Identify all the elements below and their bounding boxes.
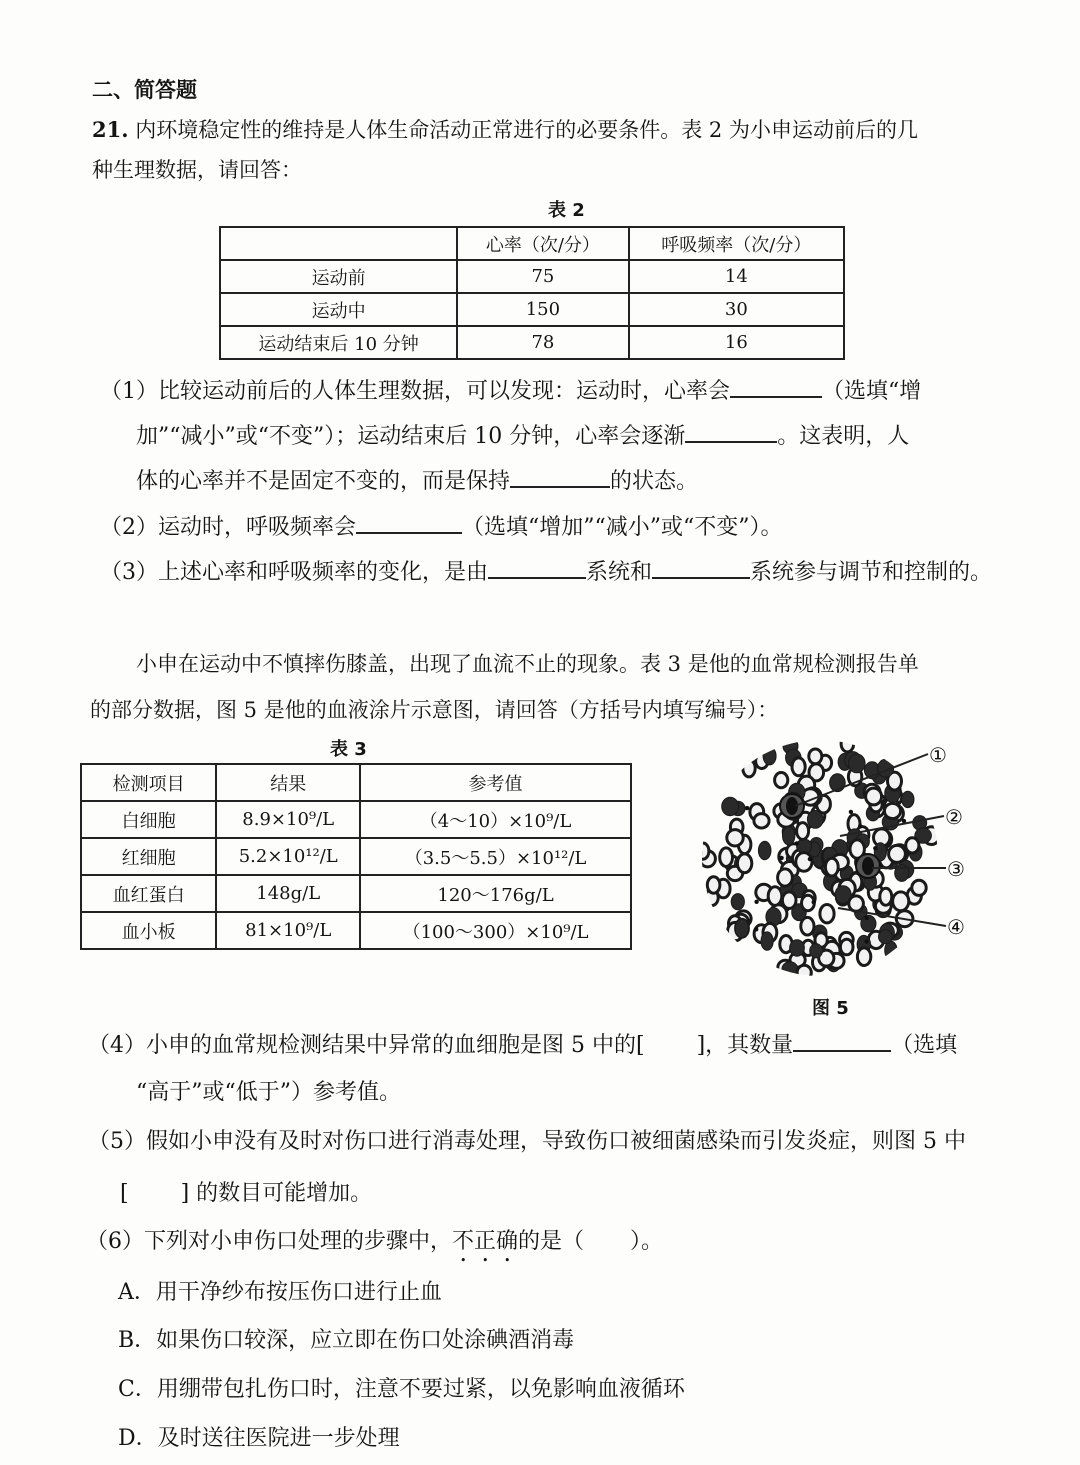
answer-blank[interactable] [356,512,462,534]
red-blood-cell [825,858,838,876]
red-blood-cell [849,896,864,911]
red-blood-cell [807,811,823,829]
q2-text: （2）运动时，呼吸频率会 [100,515,356,540]
table-cell: 运动结束后 10 分钟 [220,326,457,359]
table-row [81,801,631,838]
table-row [220,260,844,293]
question-intro-line2: 种生理数据，请回答： [92,158,302,182]
red-blood-cell [810,944,823,958]
red-blood-cell [707,877,720,893]
q3-text: 系统参与调节和控制的。 [750,560,993,585]
q1-text: （1）比较运动前后的人体生理数据，可以发现：运动时，心率会 [100,379,730,404]
question-intro-line1: 内环境稳定性的维持是人体生命活动正常进行的必要条件。表 2 为小申运动前后的几 [135,118,918,142]
red-blood-cell [758,841,771,859]
q5-line1: （5）假如小申没有及时对伤口进行消毒处理，导致伤口被细菌感染而引发炎症，则图 5 中 [88,1129,966,1154]
q4-text: ]，其数量 [696,1033,794,1058]
table-row [220,293,844,326]
red-blood-cell [906,838,919,853]
red-blood-cell [727,830,743,846]
figure-label-1: ① [929,743,947,767]
red-blood-cell [782,962,798,976]
question-number: 21. [92,117,129,142]
red-blood-cell [722,797,739,815]
table-cell: 14 [629,260,844,293]
table-cell: 78 [457,326,629,359]
table-cell: 心率（次/分） [457,227,629,260]
red-blood-cell [737,854,751,873]
table-cell: 呼吸频率（次/分） [629,227,844,260]
q5-text: ] 的数目可能增加。 [180,1181,373,1206]
question-intro [92,114,918,144]
blood-smear-figure [700,728,980,988]
q1-text: 体的心率并不是固定不变的，而是保持 [136,469,511,494]
figure-label-3: ③ [947,857,965,881]
red-blood-cell [782,892,796,909]
table-cell: （100～300）×10⁹/L [360,912,631,949]
answer-blank[interactable] [730,376,822,398]
red-blood-cell [866,788,882,805]
table-cell: 红细胞 [81,838,216,875]
figure-label-4: ④ [947,915,965,939]
table3 [80,763,632,950]
platelet [754,927,758,931]
figure5-caption: 图 5 [812,998,849,1019]
answer-blank[interactable] [652,557,750,579]
red-blood-cell [754,814,769,828]
q6-text: （6）下列对小申伤口处理的步骤中， [86,1229,452,1254]
table-cell: 5.2×10¹²/L [216,838,360,875]
table-cell: 8.9×10⁹/L [216,801,360,838]
table-cell: 运动中 [220,293,457,326]
q3-text: 系统和 [586,560,653,585]
red-blood-cell [720,848,733,867]
table-cell: 150 [457,293,629,326]
table-row [220,326,844,359]
passage-line1: 小申在运动中不慎摔伤膝盖，出现了血流不止的现象。表 3 是他的血常规检测报告单 [136,652,919,676]
red-blood-cell [796,853,812,872]
red-blood-cell [857,948,870,966]
table2 [219,226,845,360]
red-blood-cell [884,803,900,818]
q1-line1 [100,374,921,405]
red-blood-cell [735,919,748,938]
red-blood-cell [893,892,909,911]
table-row [220,227,844,260]
table-cell: 血小板 [81,912,216,949]
table-cell: （4～10）×10⁹/L [360,801,631,838]
platelet [849,810,853,814]
red-blood-cell [778,869,793,886]
red-blood-cell [880,888,892,905]
figure-label-2: ② [945,805,963,829]
answer-blank[interactable] [488,557,586,579]
platelet [873,846,877,850]
q3-text: （3）上述心率和呼吸频率的变化，是由 [100,560,488,585]
q6-line [86,1224,663,1267]
option-b[interactable]: B．如果伤口较深，应立即在伤口处涂碘酒消毒 [118,1328,575,1353]
red-blood-cell [849,754,866,773]
table-cell: 结果 [216,764,360,801]
q4-text: （4）小申的血常规检测结果中异常的血细胞是图 5 中的[ [88,1033,645,1058]
platelet [754,900,758,904]
table3-caption: 表 3 [330,739,367,760]
platelet [779,856,783,860]
option-d[interactable]: D．及时送往医院进一步处理 [118,1426,400,1451]
blood-smear-image [700,728,980,988]
q1-text: （选填“增 [822,379,922,404]
red-blood-cell [879,930,893,944]
q3-line [100,555,992,586]
table2-caption: 表 2 [548,200,585,221]
cell-nucleus [862,857,874,875]
table-cell: 75 [457,260,629,293]
red-blood-cell [840,939,853,955]
answer-blank[interactable] [510,466,610,488]
q5-line2 [120,1176,372,1207]
red-blood-cell [809,749,822,764]
option-c[interactable]: C．用绷带包扎伤口时，注意不要过紧，以免影响血液循环 [118,1377,685,1402]
q1-text: 加”“减小”或“不变”）；运动结束后 10 分钟，心率会逐渐 [136,424,686,449]
table-cell: 运动前 [220,260,457,293]
red-blood-cell [797,965,811,980]
table-cell: 81×10⁹/L [216,912,360,949]
table-cell [220,227,457,260]
section-title: 二、简答题 [92,78,197,102]
red-blood-cell [763,747,776,765]
table-cell: 血红蛋白 [81,875,216,912]
q1-line2 [136,419,909,450]
red-blood-cell [902,791,914,807]
answer-blank[interactable] [793,1030,891,1052]
red-blood-cell [768,887,782,906]
platelet [864,939,868,943]
platelet [812,900,816,904]
q2-line [100,510,782,541]
passage-line2: 的部分数据，图 5 是他的血液涂片示意图，请回答（方括号内填写编号）： [90,698,779,722]
red-blood-cell [820,905,834,923]
red-blood-cell [792,758,805,776]
table-cell: 120～176g/L [360,875,631,912]
table-row [81,838,631,875]
q1-text: 的状态。 [610,469,699,494]
table-cell: 16 [629,326,844,359]
q4-line2: “高于”或“低于”）参考值。 [136,1080,401,1105]
q4-text: （选填 [891,1033,958,1058]
option-a[interactable]: A．用干净纱布按压伤口进行止血 [118,1280,442,1305]
platelet [865,916,869,920]
table-cell: 参考值 [360,764,631,801]
q1-text: 。这表明，人 [777,424,910,449]
q6-text: 的是（ [518,1229,585,1254]
red-blood-cell [743,760,755,777]
q6-emphasis: 不正确 [452,1229,519,1254]
platelet [858,824,862,828]
red-blood-cell [783,827,795,845]
answer-blank[interactable] [685,421,777,443]
red-blood-cell [841,736,854,752]
q1-line3 [136,464,698,495]
table-cell: （3.5～5.5）×10¹²/L [360,838,631,875]
red-blood-cell [889,845,906,862]
table-row [81,912,631,949]
q4-line1 [88,1028,957,1059]
table-cell: 30 [629,293,844,326]
table-row [81,875,631,912]
red-blood-cell [797,823,809,840]
q5-text: [ [120,1181,129,1206]
platelet [745,806,749,810]
red-blood-cell [700,843,709,859]
red-blood-cell [731,894,744,910]
table-row [81,764,631,801]
table-cell: 白细胞 [81,801,216,838]
red-blood-cell [801,917,814,935]
q6-text: ）。 [630,1229,664,1254]
red-blood-cell [790,940,805,956]
platelet [795,841,799,845]
table-cell: 148g/L [216,875,360,912]
red-blood-cell [775,773,788,788]
q2-text: （选填“增加”“减小”或“不变”）。 [462,515,783,540]
red-blood-cell [912,880,926,895]
red-blood-cell [761,932,773,950]
platelet [808,857,812,861]
table-cell: 检测项目 [81,764,216,801]
